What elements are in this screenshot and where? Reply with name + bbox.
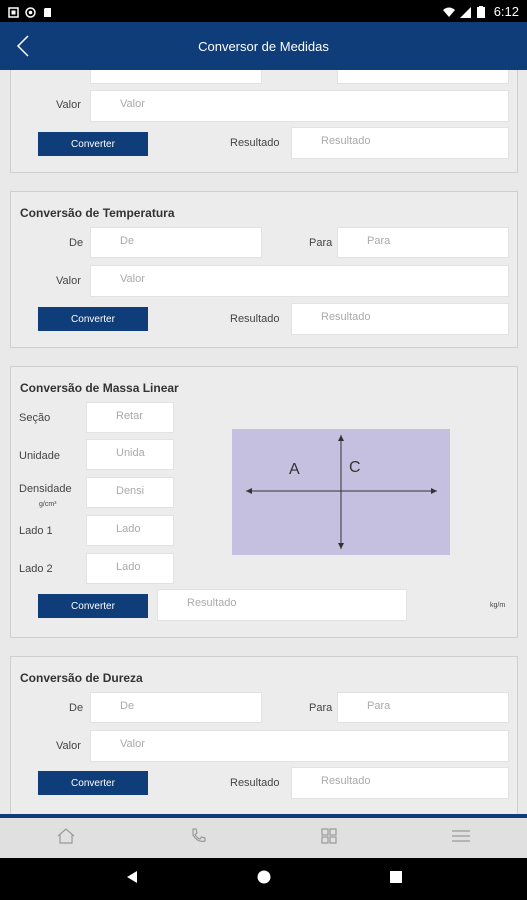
lado2-label: Lado 2 (19, 563, 53, 575)
value-label: Valor (56, 740, 81, 752)
sd-card-icon (42, 6, 53, 17)
card-dureza (10, 656, 518, 814)
to-input-top[interactable] (337, 70, 509, 84)
value-label: Valor (56, 99, 81, 111)
app-bar (0, 22, 527, 70)
card-conversion-top (10, 70, 518, 173)
densidade-unit: g/cm³ (39, 501, 57, 508)
menu-icon[interactable] (451, 826, 471, 851)
to-label: Para (309, 702, 333, 714)
temperatura-title: Conversão de Temperatura (20, 206, 175, 220)
phone-icon[interactable] (188, 826, 208, 851)
value-input-dureza[interactable]: Valor (90, 730, 509, 762)
unidade-input[interactable]: Unida (86, 439, 174, 470)
card-temperatura (10, 191, 518, 348)
page-title: Conversor de Medidas (198, 38, 329, 54)
diagram-label-c: C (349, 459, 361, 476)
recents-square-icon[interactable] (389, 870, 403, 889)
home-icon[interactable] (56, 826, 76, 851)
back-arrow-icon[interactable] (12, 32, 36, 60)
result-unit: kg/m (490, 602, 506, 609)
result-input-temperatura[interactable]: Resultado (291, 303, 509, 335)
convert-button-massa[interactable]: Converter (38, 594, 148, 618)
wifi-icon (443, 6, 454, 17)
lado1-input[interactable]: Lado (86, 515, 174, 546)
battery-icon (477, 6, 488, 17)
secao-label: Seção (19, 412, 51, 424)
to-input-dureza[interactable]: Para (337, 692, 509, 723)
notification-icon (8, 6, 19, 17)
system-navigation-bar (0, 858, 527, 900)
status-bar (0, 0, 527, 22)
result-input-top[interactable]: Resultado (291, 127, 509, 159)
axes-diagram (232, 429, 450, 555)
to-input-temperatura[interactable]: Para (337, 227, 509, 258)
densidade-label: Densidade (19, 483, 72, 495)
result-input-massa[interactable]: Resultado (157, 589, 407, 621)
from-input-top[interactable] (90, 70, 262, 84)
result-label: Resultado (230, 777, 280, 789)
from-label: De (69, 237, 84, 249)
unidade-label: Unidade (19, 450, 60, 462)
status-time: 6:12 (493, 3, 519, 19)
from-label: De (69, 702, 84, 714)
scroll-content[interactable] (0, 70, 527, 814)
result-input-dureza[interactable]: Resultado (291, 767, 509, 799)
grid-icon[interactable] (319, 826, 339, 851)
home-circle-icon[interactable] (257, 870, 271, 889)
result-label: Resultado (230, 137, 280, 149)
card-massa-linear (10, 366, 518, 638)
dureza-title: Conversão de Dureza (20, 671, 143, 685)
convert-button-dureza[interactable]: Converter (38, 771, 148, 795)
diagram-label-a: A (289, 461, 300, 478)
value-input-temperatura[interactable]: Valor (90, 265, 509, 297)
convert-button-top[interactable]: Converter (38, 132, 148, 156)
densidade-input[interactable]: Densi (86, 477, 174, 508)
bottom-navigation (0, 814, 527, 858)
section-diagram (232, 429, 450, 555)
convert-button-temperatura[interactable]: Converter (38, 307, 148, 331)
lado1-label: Lado 1 (19, 525, 53, 537)
result-label: Resultado (230, 313, 280, 325)
lado2-input[interactable]: Lado (86, 553, 174, 584)
secao-input[interactable]: Retar (86, 402, 174, 433)
value-label: Valor (56, 275, 81, 287)
back-triangle-icon[interactable] (125, 870, 139, 889)
signal-icon (460, 6, 471, 17)
from-input-temperatura[interactable]: De (90, 227, 262, 258)
to-label: Para (309, 237, 333, 249)
sync-icon (25, 6, 36, 17)
from-input-dureza[interactable]: De (90, 692, 262, 723)
value-input-top[interactable]: Valor (90, 90, 509, 122)
massa-title: Conversão de Massa Linear (20, 381, 179, 395)
